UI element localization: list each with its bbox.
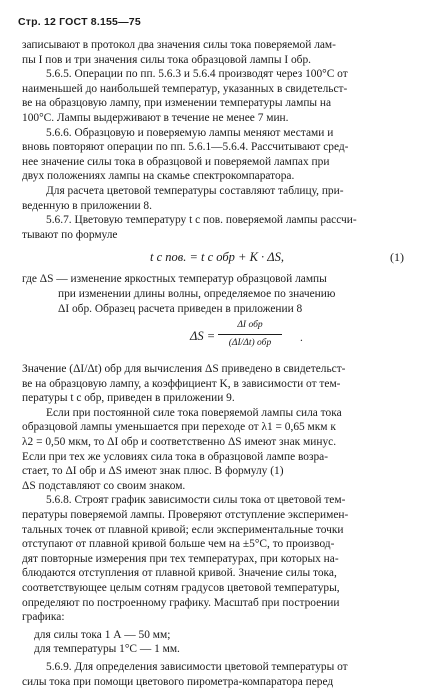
text-line: пературы t c обр, приведен в приложении 9. xyxy=(22,392,235,405)
text-line: стает, то ΔI обр и ΔS имеют знак плюс. В формулу (1) xyxy=(22,465,284,478)
text-line: соответствующее целым сотням градусов цветовой температуры, xyxy=(22,582,340,594)
formula-expression: t c пов. = t c обр + K · ΔS, xyxy=(150,250,285,265)
scale-list xyxy=(34,628,406,657)
fraction-period: . xyxy=(300,332,303,345)
text-line: веденную в приложении 8. xyxy=(22,199,152,212)
text-line: 5.6.6. Образцовую и поверяемую лампы меняют местами и xyxy=(46,126,334,139)
page-header: Стр. 12 ГОСТ 8.155—75 xyxy=(18,16,141,28)
list-item: для силы тока 1 А — 50 мм; xyxy=(34,628,171,641)
text-line: тальных точек от плавной кривой; если экспериментальные точки xyxy=(22,523,344,536)
text-line: ве на образцовую лампу, при изменении температуры лампы на xyxy=(22,97,332,110)
text-line: записывают в протокол два значения силы тока поверяемой лам- xyxy=(22,39,336,51)
fraction-formula xyxy=(22,318,406,358)
text-line: при изменении длины волны, определяемое по значению xyxy=(58,287,336,300)
text-line: образцовой лампы уменьшается при переходе от λ1 = 0,65 мкм к xyxy=(22,421,336,434)
text-line: нее значение силы тока в образцовой и поверяемой лампах при xyxy=(22,155,330,168)
text-line: дят повторные измерения при тех температурах, при которых на- xyxy=(22,552,339,565)
fraction xyxy=(218,318,282,350)
text-line: наименьшей до наибольшей температур, указанных в свидетельст- xyxy=(22,82,348,95)
text-line: Значение (ΔI/Δt) обр для вычисления ΔS приведено в свидетельст- xyxy=(22,363,346,376)
text-line: блюдаются отступления от плавной кривой. Значение силы тока, xyxy=(22,567,337,580)
text-line: Если при постоянной силе тока поверяемой лампы сила тока xyxy=(46,406,342,419)
text-line: двух положениях лампы на скамье спектрокомпаратора. xyxy=(22,170,295,183)
text-line: тывают по формуле xyxy=(22,228,118,241)
text-line: определяют по построенному графику. Масштаб при построении xyxy=(22,596,340,609)
formula-number: (1) xyxy=(390,250,404,265)
text-line: вновь повторяют операции по пп. 5.6.1—5.6.4. Рассчитывают сред- xyxy=(22,141,349,154)
text-line: где ΔS — изменение яркостных температур образцовой лампы xyxy=(22,273,327,286)
text-line: ве на образцовую лампу, а коэффициент K, в зависимости от тем- xyxy=(22,377,341,390)
text-line: графика: xyxy=(22,611,65,624)
text-line: 5.6.7. Цветовую температуру t c пов. поверяемой лампы рассчи- xyxy=(46,214,357,227)
fraction-numerator: ΔI обр xyxy=(218,318,282,335)
document-body xyxy=(22,38,406,689)
text-line: 5.6.5. Операции по пп. 5.6.3 и 5.6.4 производят через 100°C от xyxy=(46,68,348,81)
fraction-denominator: (ΔI/Δt) обр xyxy=(228,337,272,348)
text-line: ΔS подставляют со своим знаком. xyxy=(22,479,186,492)
text-line: Для расчета цветовой температуры составляют таблицу, при- xyxy=(46,184,344,197)
formula-1 xyxy=(22,246,406,270)
fraction-lhs: ΔS = xyxy=(190,329,216,344)
text-line: 100°C. Лампы выдерживают в течение не менее 7 мин. xyxy=(22,111,289,124)
text-line: 5.6.9. Для определения зависимости цветовой температуры от xyxy=(46,660,348,673)
text-line: Если при тех же условиях сила тока в образцовой лампе возра- xyxy=(22,450,329,463)
text-line: 5.6.8. Строят график зависимости силы тока от цветовой тем- xyxy=(46,494,346,507)
text-line: отступают от плавной кривой больше чем на ±5°C, то производ- xyxy=(22,538,335,551)
list-item: для температуры 1°C — 1 мм. xyxy=(34,643,180,656)
text-line: ΔI обр. Образец расчета приведен в приложении 8 xyxy=(58,302,303,315)
text-line: λ2 = 0,50 мкм, то ΔI обр и соответственно ΔS имеют знак минус. xyxy=(22,436,337,449)
text-line: пы I пов и три значения силы тока образцовой лампы I обр. xyxy=(22,53,312,66)
text-line: силы тока при помощи цветового пирометра-компаратора перед xyxy=(22,675,334,688)
text-line: пературы поверяемой лампы. Проверяют отступление эксперимен- xyxy=(22,509,349,522)
